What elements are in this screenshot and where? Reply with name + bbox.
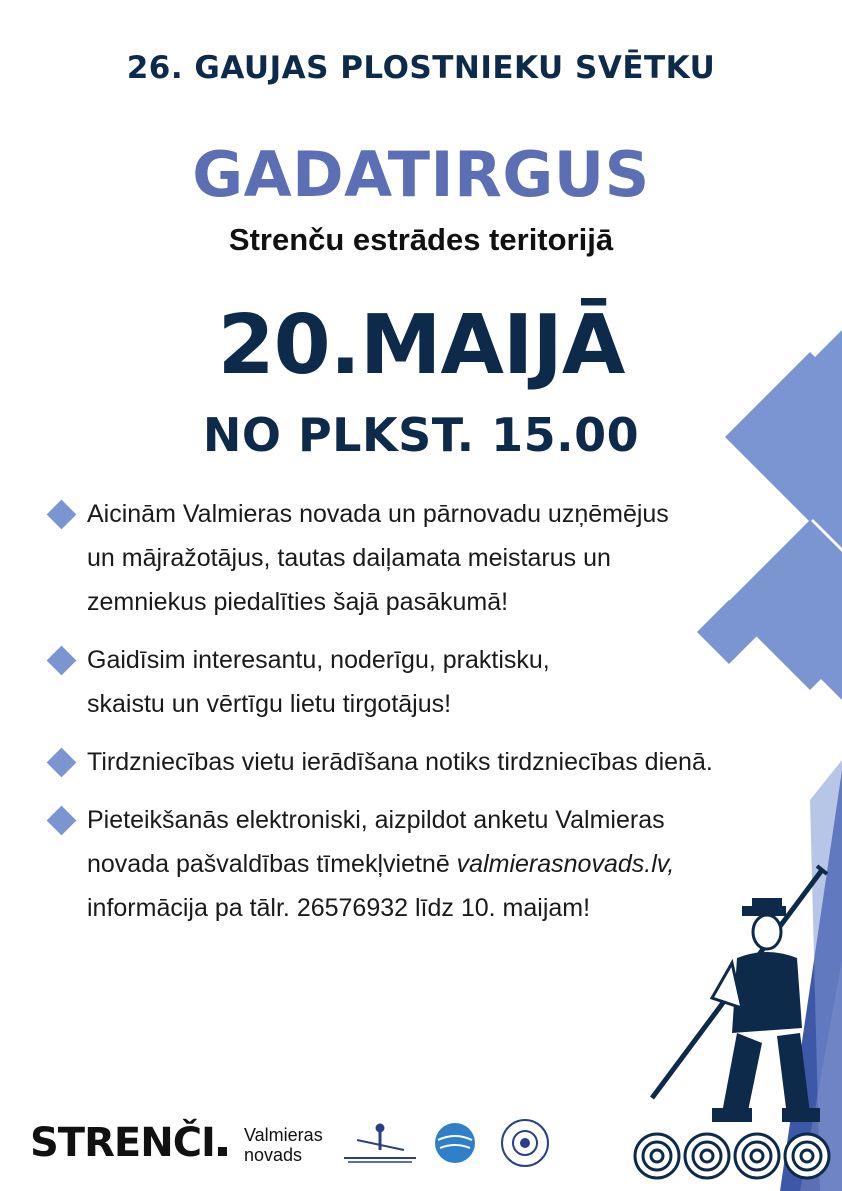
valmieras-novads-logo (244, 1125, 323, 1165)
logo-line: novads (244, 1145, 303, 1165)
event-time: NO PLKST. 15.00 (202, 408, 640, 462)
strenci-logo (30, 1120, 227, 1166)
culture-centre-logo-icon (502, 1120, 548, 1166)
diamond-bullet-icon (47, 500, 77, 530)
event-date: 20.MAIJĀ (217, 298, 625, 393)
event-location: Strenču estrādes teritorijā (228, 222, 614, 257)
diamond-bullet-icon (47, 806, 77, 836)
list-item (46, 638, 806, 726)
bullet-line: Gaidīsim interesantu, noderīgu, praktisku, (87, 646, 550, 674)
festival-header: 26. GAUJAS PLOSTNIEKU SVĒTKU (126, 50, 716, 86)
diamond-bullet-icon (47, 646, 77, 676)
bullet-line: Aicinām Valmieras novada un pārnovadu uzņēmējus (87, 500, 669, 528)
bullet-line: un mājražotājus, tautas daiļamata meistarus un (87, 544, 611, 572)
bullet-line: Pieteikšanās elektroniski, aizpildot anketu Valmieras (87, 806, 665, 834)
logo-line: Valmieras (244, 1125, 323, 1145)
circle-logo-icon (435, 1123, 475, 1163)
list-item (46, 492, 806, 624)
logo-text: STRENČI (30, 1120, 215, 1166)
logo-dot-icon (218, 1147, 227, 1156)
bullet-line: zemniekus piedalīties šajā pasākumā! (87, 588, 509, 616)
list-item (46, 740, 806, 784)
bullet-line: informācija pa tālr. 26576932 līdz 10. maijam! (87, 894, 591, 922)
partner-logos (342, 1118, 562, 1178)
bullet-line: skaistu un vērtīgu lietu tirgotājus! (87, 690, 452, 718)
event-title: GADATIRGUS (192, 138, 650, 211)
bullet-text: novada pašvaldības tīmekļvietnē (87, 850, 457, 878)
website-link[interactable]: valmierasnovads.lv, (456, 850, 675, 878)
raftsman-illustration-icon (612, 858, 842, 1188)
raftsman-logo-icon (344, 1124, 416, 1162)
bullet-line: Tirdzniecības vietu ierādīšana notiks tirdzniecības dienā. (87, 748, 713, 776)
diamond-bullet-icon (47, 748, 77, 778)
